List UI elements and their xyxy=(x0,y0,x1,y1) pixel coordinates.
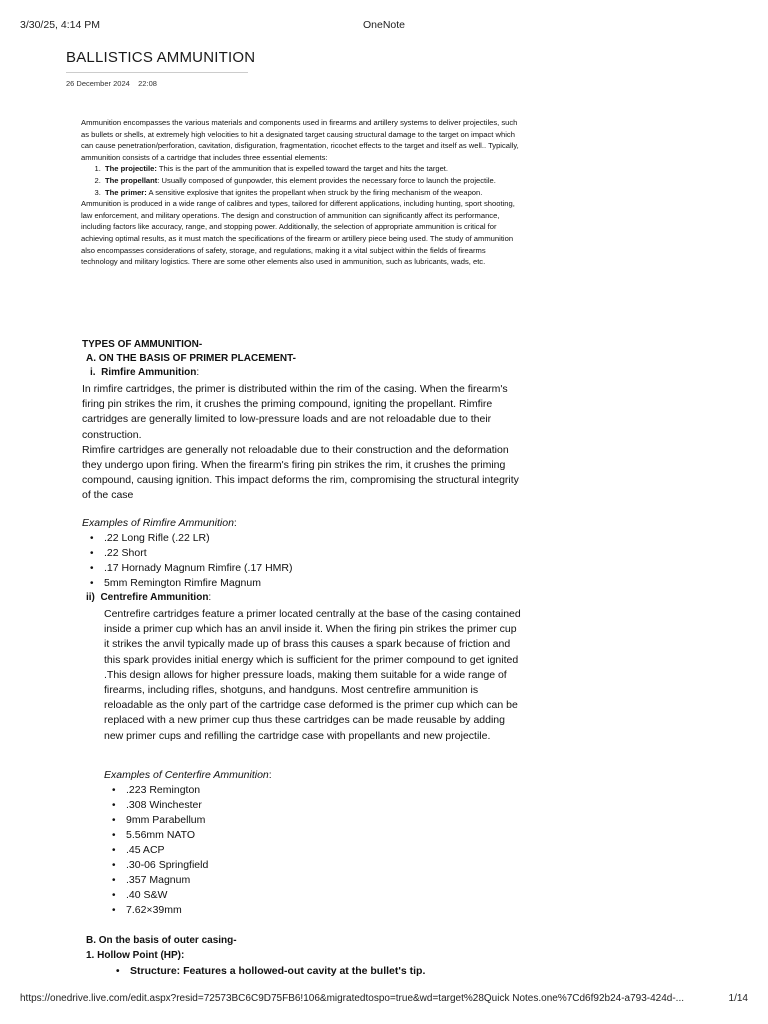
list-item: • 9mm Parabellum xyxy=(126,813,524,828)
list-item: • .22 Short xyxy=(104,546,522,561)
list-item: • .223 Remington xyxy=(126,783,524,798)
element-term: The projectile: xyxy=(105,164,157,174)
print-app-name: OneNote xyxy=(362,19,406,31)
centrefire-examples xyxy=(104,768,524,918)
list-item: • .22 Long Rifle (.22 LR) xyxy=(104,531,522,546)
rimfire-heading-num: i. xyxy=(90,367,96,378)
centrefire-header xyxy=(86,591,526,605)
print-page-number: 1/14 xyxy=(728,993,748,1004)
centrefire-paragraph: Centrefire cartridges feature a primer located centrally at the base of the casing contained inside a primer cup which has an anvil inside it. When the firing pin strikes the primer cup it strikes the anvil typically made up of brass this causes a spark because of friction and this spark provides initial energy which is sufficient for the primer compound to get ignited .This design allows for higher pressure loads, making them suitable for a wide range of firearms, including rifles, shotguns, and handguns. Most centrefire ammunition is reloadable as the only part of the cartridge case deformed is the primer cup which can be replaced with a new primer cup thus these cartridges can be made reusable by adding new primer cups and refilling the cartridge case with propellants and new projectile. xyxy=(104,608,521,742)
element-text: This is the part of the ammunition that is expelled toward the target and hits the target. xyxy=(156,164,449,174)
hollow-point-heading: 1. Hollow Point (HP): xyxy=(86,950,185,961)
rimfire-heading-colon: : xyxy=(196,367,200,378)
list-item: • Structure: Features a hollowed-out cavity at the bullet's tip. xyxy=(130,964,528,979)
element-item xyxy=(103,187,521,199)
intro-paragraph-1: Ammunition encompasses the various materials and components used in firearms and artillery systems to deliver projectiles, such as bullets or shells, at extremely high velocities to hit a designated target causing structural damage to the target on impact which can cause penetration/perforation, cavitation, disfiguration, fragmentation, ricochet effects to the target and itself as well.. Typically, ammunition consists of a cartridge that includes three essential elements: xyxy=(81,118,519,162)
hollow-point-list xyxy=(108,964,528,979)
rimfire-heading-label: Rimfire Ammunition xyxy=(101,367,197,378)
centrefire-examples-list xyxy=(104,783,524,918)
rimfire-body xyxy=(82,382,522,504)
element-term: The propellant xyxy=(105,175,158,185)
hollow-point-structure xyxy=(108,964,528,979)
element-term: The primer: xyxy=(105,187,147,197)
rimfire-paragraph-2: Rimfire cartridges are generally not reloadable due to their construction and the deformation they undergo upon firing. When the firearm's firing pin strikes the rim, it crushes the priming compound, causing ignition. This impact deforms the rim, compromising the structural integrity of the case xyxy=(82,443,519,502)
section-b-heading: B. On the basis of outer casing- xyxy=(86,935,237,946)
rimfire-examples-heading xyxy=(82,516,522,531)
intro-paragraph-2: Ammunition is produced in a wide range of calibres and types, tailored for different applications, including hunting, sport shooting, law enforcement, and military operations. The design and construction of ammunition can significantly affect its performance, including factors like accuracy, range, and stopping power. Additionally, the selection of appropriate ammunition is critical for achieving optimal results, as it must match the specifications of the firearm or artillery piece being used. The study of ammunition also encompasses considerations of safety, storage, and regulations, making it a vital subject within the fields of firearms technology and military logistics. There are some other elements also used in ammunition, such as lubricants, wads, etc. xyxy=(81,199,515,267)
list-item: • .40 S&W xyxy=(126,888,524,903)
centrefire-examples-heading xyxy=(104,768,524,783)
rimfire-paragraph-1: In rimfire cartridges, the primer is distributed within the rim of the casing. When the firearm's firing pin strikes the rim, it crushes the priming compound, igniting the propellant. Rimfire cartridges are generally limited to low-pressure loads and are not reloadable due to their construction. xyxy=(82,383,508,441)
types-header xyxy=(82,338,522,380)
hollow-point xyxy=(86,949,526,963)
section-b xyxy=(86,934,526,948)
element-item xyxy=(103,175,521,187)
centrefire-heading-num: ii) xyxy=(86,592,95,603)
rimfire-examples-label: Examples of Rimfire Ammunition xyxy=(82,517,234,529)
rimfire-examples-list xyxy=(82,531,522,591)
rimfire-examples xyxy=(82,516,522,591)
print-url: https://onedrive.live.com/edit.aspx?resid=72573BC6C9D75FB6!106&migratedtospo=true&wd=target%28Quick Notes.one%7Cd6f92b24-a793-424d-... xyxy=(20,993,685,1004)
section-a-heading: A. ON THE BASIS OF PRIMER PLACEMENT- xyxy=(86,353,297,364)
list-item: • .17 Hornady Magnum Rimfire (.17 HMR) xyxy=(104,561,522,576)
print-datetime: 3/30/25, 4:14 PM xyxy=(20,19,100,31)
list-item: • 7.62×39mm xyxy=(126,903,524,918)
list-item: • 5.56mm NATO xyxy=(126,828,524,843)
cartridge-elements-list xyxy=(81,163,521,198)
element-item xyxy=(103,163,521,175)
rimfire-examples-colon: : xyxy=(233,517,237,529)
element-text: A sensitive explosive that ignites the propellant when struck by the firing mechanism of the weapon. xyxy=(146,187,483,197)
centrefire-heading-colon: : xyxy=(208,592,212,603)
list-item: • .45 ACP xyxy=(126,843,524,858)
list-item: • .30-06 Springfield xyxy=(126,858,524,873)
centrefire-examples-colon: : xyxy=(268,769,272,781)
print-footer xyxy=(20,993,748,1007)
types-heading: TYPES OF AMMUNITION- xyxy=(82,339,203,350)
centrefire-examples-label: Examples of Centerfire Ammunition xyxy=(104,769,269,781)
rimfire-heading xyxy=(82,366,522,380)
print-header xyxy=(20,19,748,33)
centrefire-heading-label: Centrefire Ammunition xyxy=(100,592,209,603)
page-timestamp xyxy=(66,79,157,88)
element-text: : Usually composed of gunpowder, this element provides the necessary force to launch the projectile. xyxy=(157,175,496,185)
page-title: BALLISTICS AMMUNITION xyxy=(66,49,256,66)
list-item: • .308 Winchester xyxy=(126,798,524,813)
centrefire-heading xyxy=(86,591,526,605)
page-time: 22:08 xyxy=(138,79,157,88)
intro-section xyxy=(81,117,521,268)
list-item: • .357 Magnum xyxy=(126,873,524,888)
list-item: • 5mm Remington Rimfire Magnum xyxy=(104,576,522,591)
page-date: 26 December 2024 xyxy=(66,79,130,88)
centrefire-body xyxy=(104,607,524,744)
title-divider xyxy=(66,72,248,73)
